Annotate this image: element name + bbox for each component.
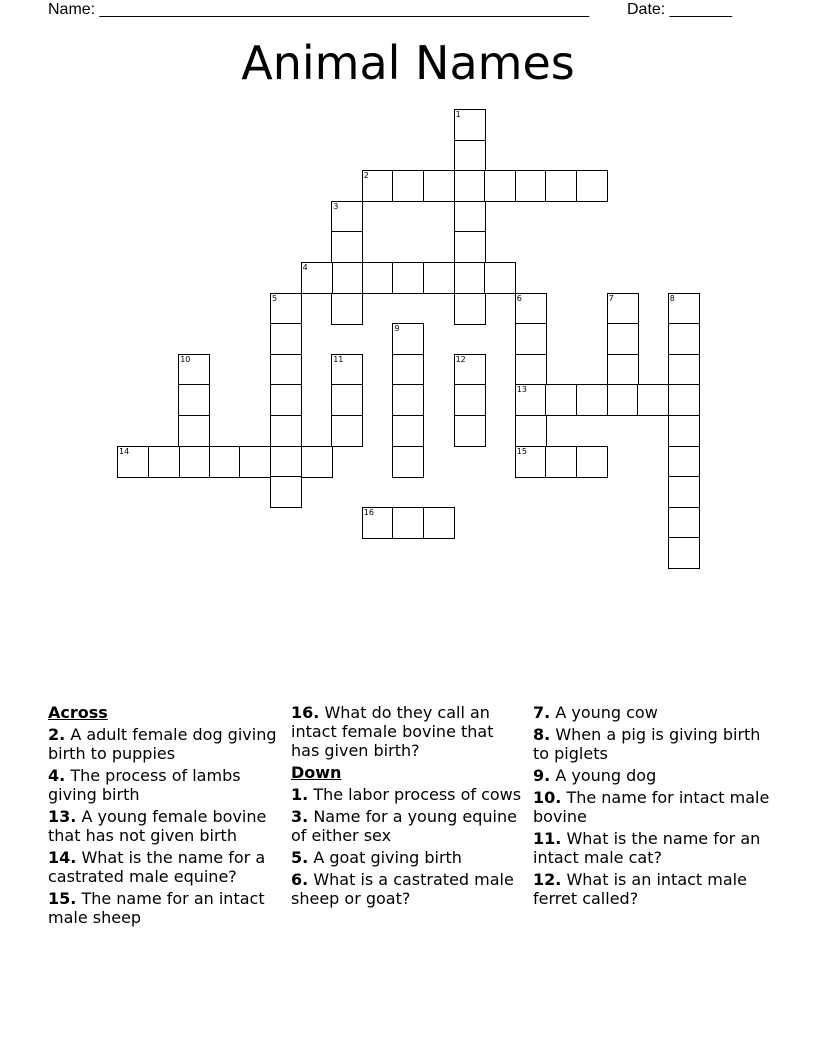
name-field[interactable]: Name: _______________________________________________________ xyxy=(48,1,589,18)
grid-cell[interactable] xyxy=(515,170,547,202)
clue-number: 10. xyxy=(533,788,562,807)
grid-cell[interactable] xyxy=(392,415,424,447)
clue-number: 1 xyxy=(455,110,461,119)
clue-number: 6 xyxy=(516,293,522,303)
clue-number: 8. xyxy=(533,725,551,744)
clue-number: 15 xyxy=(516,446,527,456)
grid-cell[interactable] xyxy=(423,170,455,202)
down-clue xyxy=(533,725,773,763)
grid-cell[interactable] xyxy=(392,446,424,478)
across-heading: Across xyxy=(48,703,108,722)
clue-number: 16. xyxy=(291,703,320,722)
grid-cell[interactable] xyxy=(484,262,516,294)
clue-text: A young female bovine that has not given birth xyxy=(48,807,267,845)
grid-cell[interactable] xyxy=(454,293,486,325)
grid-cell[interactable] xyxy=(331,262,363,294)
clue-number: 2. xyxy=(48,725,66,744)
clue-text: Name for a young equine of either sex xyxy=(291,807,517,845)
grid-cell[interactable] xyxy=(454,384,486,416)
clue-text: A young cow xyxy=(555,703,658,722)
grid-cell[interactable] xyxy=(668,384,700,416)
grid-cell[interactable] xyxy=(668,415,700,447)
down-clue xyxy=(291,785,523,804)
grid-cell[interactable] xyxy=(148,446,180,478)
grid-cell[interactable] xyxy=(454,231,486,263)
clues-column-1 xyxy=(48,703,280,930)
grid-cell[interactable] xyxy=(117,446,149,478)
grid-cell[interactable] xyxy=(331,293,363,325)
clue-number: 12 xyxy=(455,354,466,364)
grid-cell[interactable] xyxy=(515,415,547,447)
down-clue xyxy=(533,703,773,722)
down-clue xyxy=(533,870,773,908)
clue-text: What is a castrated male sheep or goat? xyxy=(291,870,514,908)
clue-number: 15. xyxy=(48,889,77,908)
across-clue xyxy=(48,848,280,886)
down-clue xyxy=(533,766,773,785)
grid-cell[interactable] xyxy=(331,231,363,263)
down-clue xyxy=(291,807,523,845)
clue-number: 9 xyxy=(394,324,400,334)
clue-text: When a pig is giving birth to piglets xyxy=(533,725,761,763)
grid-cell[interactable] xyxy=(607,384,639,416)
clues-column-3 xyxy=(533,703,773,911)
grid-cell[interactable] xyxy=(668,537,700,569)
grid-cell[interactable] xyxy=(270,476,302,508)
grid-cell[interactable] xyxy=(484,170,516,202)
grid-cell[interactable] xyxy=(515,323,547,355)
grid-cell[interactable] xyxy=(270,446,302,478)
grid-cell[interactable] xyxy=(607,323,639,355)
grid-cell[interactable] xyxy=(668,323,700,355)
grid-cell[interactable] xyxy=(331,415,363,447)
grid-cell[interactable] xyxy=(454,109,486,141)
page-title: Animal Names xyxy=(241,36,575,90)
clue-number: 11 xyxy=(333,354,344,364)
down-heading: Down xyxy=(291,763,342,782)
grid-cell[interactable] xyxy=(423,262,455,294)
clue-number: 12. xyxy=(533,870,562,889)
clue-number: 11. xyxy=(533,829,562,848)
grid-cell[interactable] xyxy=(392,507,424,539)
clues-column-2 xyxy=(291,703,523,911)
grid-cell[interactable] xyxy=(178,446,210,478)
across-clue xyxy=(48,725,280,763)
grid-cell[interactable] xyxy=(362,262,394,294)
clue-number: 9. xyxy=(533,766,551,785)
grid-cell[interactable] xyxy=(545,446,577,478)
grid-cell[interactable] xyxy=(392,323,424,355)
clue-number: 7 xyxy=(608,293,614,303)
grid-cell[interactable] xyxy=(607,293,639,325)
grid-cell[interactable] xyxy=(607,354,639,386)
grid-cell[interactable] xyxy=(668,293,700,325)
grid-cell[interactable] xyxy=(270,354,302,386)
grid-cell[interactable] xyxy=(301,262,333,294)
grid-cell[interactable] xyxy=(392,354,424,386)
clue-number: 16 xyxy=(363,507,374,517)
grid-cell[interactable] xyxy=(270,384,302,416)
grid-cell[interactable] xyxy=(515,293,547,325)
grid-cell[interactable] xyxy=(454,140,486,172)
grid-cell[interactable] xyxy=(392,262,424,294)
grid-cell[interactable] xyxy=(545,384,577,416)
grid-cell[interactable] xyxy=(515,354,547,386)
grid-cell[interactable] xyxy=(392,170,424,202)
grid-cell[interactable] xyxy=(331,354,363,386)
across-clue xyxy=(48,889,280,927)
clue-number: 14 xyxy=(119,446,130,456)
grid-cell[interactable] xyxy=(454,354,486,386)
grid-cell[interactable] xyxy=(668,476,700,508)
clue-text: A goat giving birth xyxy=(313,848,462,867)
clue-number: 7. xyxy=(533,703,551,722)
clue-text: What do they call an intact female bovine that has given birth? xyxy=(291,703,494,760)
down-clue xyxy=(533,788,773,826)
grid-cell[interactable] xyxy=(668,354,700,386)
down-clue xyxy=(291,870,523,908)
clue-number: 3. xyxy=(291,807,309,826)
down-clue xyxy=(291,848,523,867)
date-field[interactable]: Date: _______ xyxy=(627,1,732,18)
grid-cell[interactable] xyxy=(576,384,608,416)
grid-cell[interactable] xyxy=(270,323,302,355)
grid-cell[interactable] xyxy=(270,415,302,447)
clue-number: 5. xyxy=(291,848,309,867)
clue-number: 4 xyxy=(302,263,308,272)
grid-cell[interactable] xyxy=(454,415,486,447)
clue-number: 5 xyxy=(272,293,278,303)
grid-cell[interactable] xyxy=(454,170,486,202)
grid-cell[interactable] xyxy=(454,201,486,233)
clue-number: 14. xyxy=(48,848,77,867)
grid-cell[interactable] xyxy=(239,446,271,478)
grid-cell[interactable] xyxy=(178,354,210,386)
clue-text: What is the name for a castrated male equine? xyxy=(48,848,266,886)
clue-number: 3 xyxy=(333,201,339,211)
grid-cell[interactable] xyxy=(362,170,394,202)
clue-number: 10 xyxy=(180,354,191,364)
clue-number: 13 xyxy=(516,385,527,395)
clue-number: 8 xyxy=(669,293,675,303)
grid-cell[interactable] xyxy=(301,446,333,478)
grid-cell[interactable] xyxy=(362,507,394,539)
grid-cell[interactable] xyxy=(454,262,486,294)
clue-text: The process of lambs giving birth xyxy=(48,766,241,804)
grid-cell[interactable] xyxy=(515,446,547,478)
grid-cell[interactable] xyxy=(668,507,700,539)
grid-cell[interactable] xyxy=(209,446,241,478)
clue-number: 1. xyxy=(291,785,309,804)
clue-text: A adult female dog giving birth to puppies xyxy=(48,725,277,763)
clue-text: A young dog xyxy=(555,766,657,785)
across-clue xyxy=(291,703,523,760)
grid-cell[interactable] xyxy=(637,384,669,416)
grid-cell[interactable] xyxy=(178,384,210,416)
grid-cell[interactable] xyxy=(423,507,455,539)
grid-cell[interactable] xyxy=(392,384,424,416)
grid-cell[interactable] xyxy=(331,384,363,416)
grid-cell[interactable] xyxy=(576,446,608,478)
clue-text: The name for an intact male sheep xyxy=(48,889,265,927)
clue-text: What is the name for an intact male cat? xyxy=(533,829,761,867)
grid-cell[interactable] xyxy=(331,201,363,233)
grid-cell[interactable] xyxy=(270,293,302,325)
clue-text: What is an intact male ferret called? xyxy=(533,870,747,908)
across-clue xyxy=(48,807,280,845)
grid-cell[interactable] xyxy=(515,384,547,416)
grid-cell[interactable] xyxy=(668,446,700,478)
clue-number: 4. xyxy=(48,766,66,785)
clue-number: 2 xyxy=(363,171,369,181)
grid-cell[interactable] xyxy=(545,170,577,202)
clue-text: The labor process of cows xyxy=(313,785,522,804)
grid-cell[interactable] xyxy=(178,415,210,447)
grid-cell[interactable] xyxy=(576,170,608,202)
clue-text: The name for intact male bovine xyxy=(533,788,770,826)
clue-number: 13. xyxy=(48,807,77,826)
across-clue xyxy=(48,766,280,804)
clue-number: 6. xyxy=(291,870,309,889)
down-clue xyxy=(533,829,773,867)
